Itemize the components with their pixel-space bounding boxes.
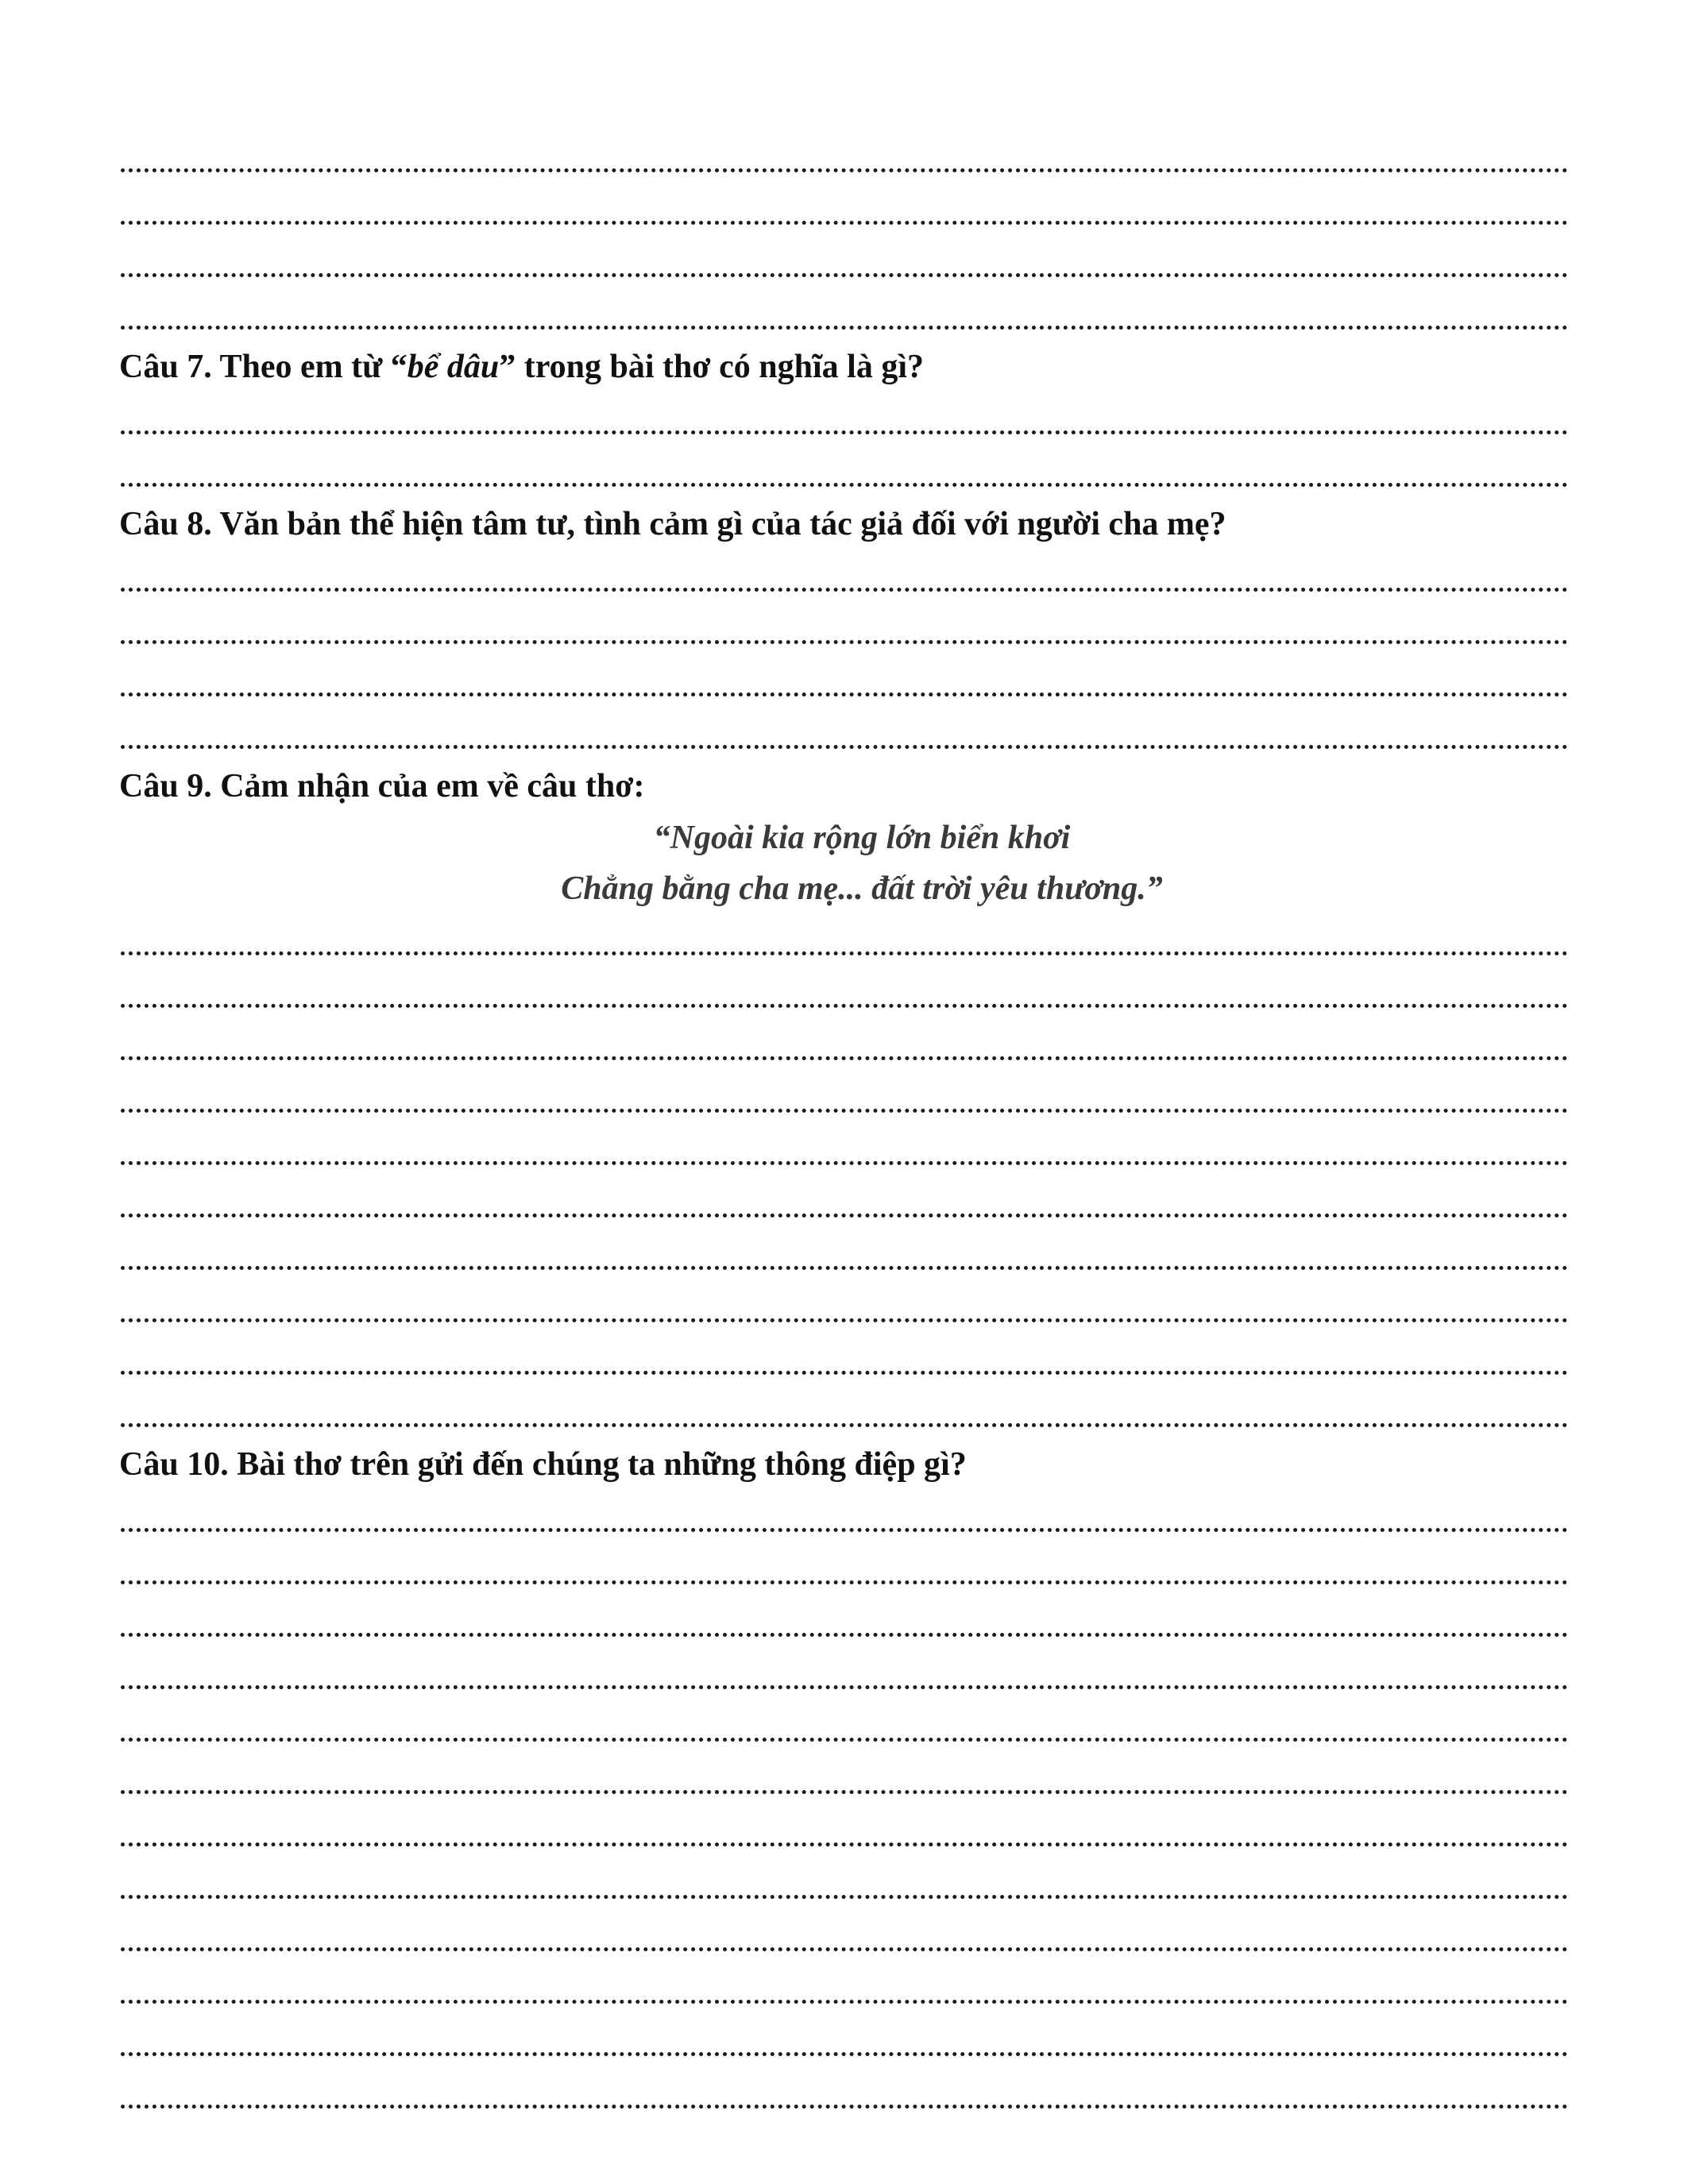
question-8 <box>119 498 1573 550</box>
dotted-answer-line <box>119 1491 1573 1543</box>
question-7-number: Câu 7. <box>119 349 212 385</box>
dotted-answer-line <box>119 1910 1573 1962</box>
question-9 <box>119 760 1573 812</box>
dotted-answer-line <box>119 2067 1573 2120</box>
dotted-answer-line <box>119 1019 1573 1071</box>
worksheet-page <box>119 131 1573 2120</box>
dotted-answer-line <box>119 708 1573 760</box>
dotted-answer-line <box>119 550 1573 603</box>
poem-line-1-start: “Ngoài <box>653 820 754 856</box>
question-10-number: Câu 10. <box>119 1446 229 1483</box>
question-7-term: bể dâu <box>407 349 500 385</box>
poem-line-1-rest: kia rộng lớn biển khơi <box>753 820 1071 856</box>
dotted-answer-line <box>119 1124 1573 1176</box>
answer-lines-question-10 <box>119 1491 1573 2120</box>
question-7-text-before: Theo em từ “ <box>211 349 408 385</box>
question-9-number: Câu 9. <box>119 768 212 805</box>
question-10-text: Bài thơ trên gửi đến chúng ta những thông điệp gì? <box>228 1446 967 1483</box>
answer-lines-question-8 <box>119 550 1573 760</box>
dotted-answer-line <box>119 1858 1573 1910</box>
dotted-answer-line <box>119 1962 1573 2015</box>
dotted-answer-line <box>119 1071 1573 1124</box>
question-10 <box>119 1438 1573 1491</box>
dotted-answer-line <box>119 1700 1573 1753</box>
dotted-answer-line <box>119 1281 1573 1333</box>
answer-lines-question-7 <box>119 393 1573 498</box>
dotted-answer-line <box>119 1386 1573 1438</box>
dotted-answer-line <box>119 288 1573 341</box>
dotted-answer-line <box>119 1333 1573 1386</box>
dotted-answer-line <box>119 2015 1573 2067</box>
dotted-answer-line <box>119 1229 1573 1281</box>
question-7 <box>119 341 1573 393</box>
dotted-answer-line <box>119 655 1573 708</box>
question-9-text: Cảm nhận của em về câu thơ: <box>211 768 645 805</box>
poem-line-2: Chẳng bằng cha mẹ... đất trời yêu thương.” <box>561 870 1163 907</box>
dotted-answer-line <box>119 183 1573 236</box>
dotted-answer-line <box>119 603 1573 655</box>
dotted-answer-line <box>119 1648 1573 1700</box>
dotted-answer-line <box>119 1176 1573 1229</box>
dotted-answer-line <box>119 967 1573 1019</box>
dotted-answer-line <box>119 1543 1573 1596</box>
poem-line-1 <box>119 812 1573 863</box>
question-7-text-after: ” trong bài thơ có nghĩa là gì? <box>499 349 925 385</box>
dotted-answer-line <box>119 236 1573 288</box>
answer-lines-previous <box>119 131 1573 341</box>
dotted-answer-line <box>119 393 1573 446</box>
dotted-answer-line <box>119 131 1573 183</box>
dotted-answer-line <box>119 914 1573 967</box>
question-8-text: Văn bản thể hiện tâm tư, tình cảm gì của tác giả đối với người cha mẹ? <box>211 506 1226 542</box>
question-8-number: Câu 8. <box>119 506 212 542</box>
dotted-answer-line <box>119 446 1573 498</box>
dotted-answer-line <box>119 1596 1573 1648</box>
answer-lines-question-9 <box>119 914 1573 1438</box>
dotted-answer-line <box>119 1805 1573 1858</box>
dotted-answer-line <box>119 1753 1573 1805</box>
